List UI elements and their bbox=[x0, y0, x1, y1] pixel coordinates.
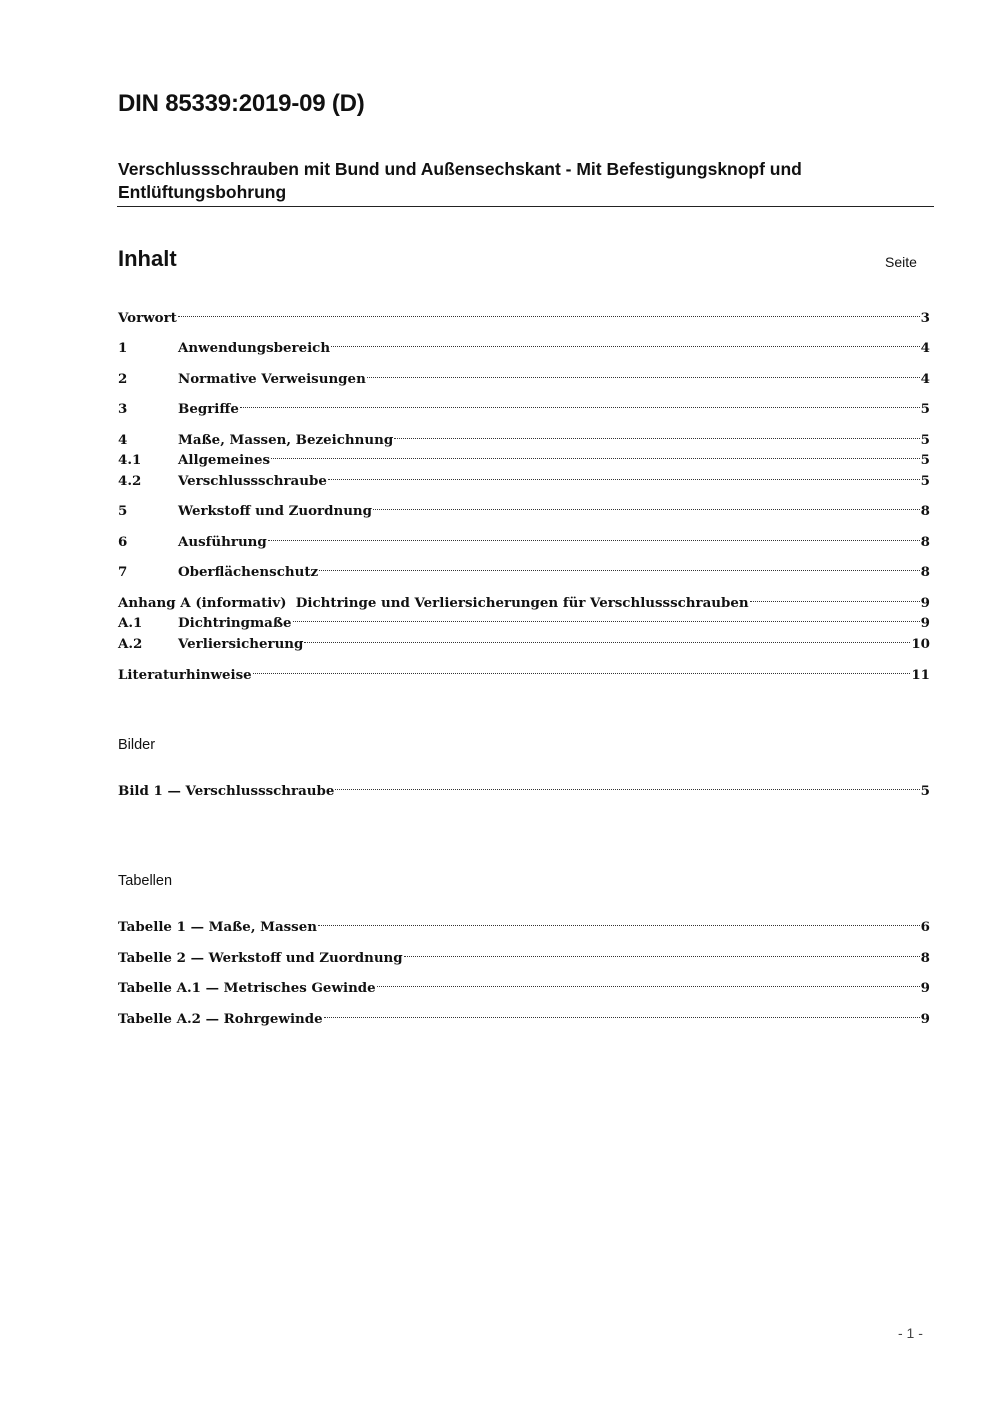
toc-entry-page: 8 bbox=[920, 564, 930, 580]
toc-entry-a-2[interactable] bbox=[118, 628, 930, 652]
toc-entry-page: 10 bbox=[911, 636, 930, 652]
leader-dots bbox=[324, 1003, 920, 1023]
toc-entry-number: 2 bbox=[118, 371, 128, 387]
figure-entry-text: Bild 1 — Verschlussschraube bbox=[118, 783, 335, 799]
page-column-label: Seite bbox=[885, 254, 917, 270]
toc-entry-text: Maße, Massen, Bezeichnung bbox=[178, 432, 394, 448]
table-entry-1[interactable] bbox=[118, 911, 930, 935]
toc-entry-text: Normative Verweisungen bbox=[178, 371, 366, 387]
toc-entry-number: 3 bbox=[118, 401, 128, 417]
toc-entry-page: 4 bbox=[920, 371, 930, 387]
toc-entry-page: 8 bbox=[920, 503, 930, 519]
toc-entry-page: 11 bbox=[911, 667, 930, 683]
toc-entry-number: 4 bbox=[118, 432, 128, 448]
toc-entry-page: 9 bbox=[920, 615, 930, 631]
toc-entry-number: A.1 bbox=[118, 615, 143, 631]
document-id: DIN 85339:2019-09 (D) bbox=[118, 90, 365, 117]
toc-entry-literaturhinweise[interactable] bbox=[118, 659, 930, 683]
leader-dots bbox=[268, 526, 920, 546]
leader-dots bbox=[377, 972, 920, 992]
leader-dots bbox=[328, 465, 920, 485]
toc-entry-page: 5 bbox=[920, 432, 930, 448]
toc-entry-text: Ausführung bbox=[178, 534, 267, 550]
tables-heading: Tabellen bbox=[118, 873, 173, 889]
toc-entry-3[interactable] bbox=[118, 393, 930, 417]
toc-entry-text: Dichtringmaße bbox=[178, 615, 292, 631]
leader-dots bbox=[750, 587, 920, 607]
leader-dots bbox=[394, 424, 919, 444]
leader-dots bbox=[271, 444, 920, 464]
toc-entry-vorwort[interactable] bbox=[118, 302, 930, 326]
toc-entry-page: 9 bbox=[920, 595, 930, 611]
toc-entry-text: Anhang A (informativ) Dichtringe und Verliersicherungen für Verschlussschrauben bbox=[118, 595, 749, 611]
toc-entry-number: 7 bbox=[118, 564, 128, 580]
toc-entry-text: Anwendungsbereich bbox=[178, 340, 331, 356]
toc-entry-4-1[interactable] bbox=[118, 444, 930, 468]
toc-entry-text: Literaturhinweise bbox=[118, 667, 252, 683]
toc-entry-1[interactable] bbox=[118, 332, 930, 356]
toc-entry-number: 4.2 bbox=[118, 473, 142, 489]
title-divider bbox=[117, 206, 934, 207]
toc-entry-number: 5 bbox=[118, 503, 128, 519]
toc-entry-a-1[interactable] bbox=[118, 607, 930, 631]
table-entry-page: 9 bbox=[920, 980, 930, 996]
leader-dots bbox=[178, 302, 920, 322]
table-entry-text: Tabelle 2 — Werkstoff und Zuordnung bbox=[118, 950, 403, 966]
toc-entry-number: A.2 bbox=[118, 636, 143, 652]
toc-entry-4[interactable] bbox=[118, 424, 930, 448]
leader-dots bbox=[319, 556, 920, 576]
leader-dots bbox=[293, 607, 920, 627]
table-entry-page: 9 bbox=[920, 1011, 930, 1027]
toc-entry-page: 5 bbox=[920, 452, 930, 468]
page-number: - 1 - bbox=[898, 1325, 923, 1341]
toc-entry-page: 3 bbox=[920, 310, 930, 326]
table-entry-text: Tabelle A.2 — Rohrgewinde bbox=[118, 1011, 323, 1027]
toc-entry-number: 1 bbox=[118, 340, 128, 356]
toc-entry-text: Begriffe bbox=[178, 401, 239, 417]
leader-dots bbox=[373, 495, 920, 515]
toc-entry-text: Verschlussschraube bbox=[178, 473, 327, 489]
table-entry-text: Tabelle A.1 — Metrisches Gewinde bbox=[118, 980, 376, 996]
toc-entry-2[interactable] bbox=[118, 363, 930, 387]
toc-entry-5[interactable] bbox=[118, 495, 930, 519]
leader-dots bbox=[240, 393, 920, 413]
toc-entry-4-2[interactable] bbox=[118, 465, 930, 489]
toc-entry-anhang-a[interactable] bbox=[118, 587, 930, 611]
table-entry-text: Tabelle 1 — Maße, Massen bbox=[118, 919, 317, 935]
table-entry-a-1[interactable] bbox=[118, 972, 930, 996]
table-entry-page: 8 bbox=[920, 950, 930, 966]
table-entry-page: 6 bbox=[920, 919, 930, 935]
leader-dots bbox=[335, 775, 919, 795]
leader-dots bbox=[331, 332, 920, 352]
toc-entry-text: Vorwort bbox=[118, 310, 177, 326]
toc-entry-text: Werkstoff und Zuordnung bbox=[178, 503, 373, 519]
toc-entry-page: 8 bbox=[920, 534, 930, 550]
leader-dots bbox=[367, 363, 920, 383]
figures-heading: Bilder bbox=[118, 737, 156, 753]
toc-entry-page: 4 bbox=[920, 340, 930, 356]
leader-dots bbox=[253, 659, 911, 679]
leader-dots bbox=[318, 911, 920, 931]
table-entry-a-2[interactable] bbox=[118, 1003, 930, 1027]
leader-dots bbox=[404, 942, 920, 962]
toc-entry-text: Verliersicherung bbox=[178, 636, 304, 652]
toc-entry-text: Allgemeines bbox=[178, 452, 271, 468]
leader-dots bbox=[304, 628, 910, 648]
toc-entry-number: 6 bbox=[118, 534, 128, 550]
toc-entry-page: 5 bbox=[920, 473, 930, 489]
document-title: Verschlussschrauben mit Bund und Außensechskant - Mit Befestigungsknopf und Entlüftungsbohrung bbox=[118, 159, 802, 202]
figure-entry-page: 5 bbox=[920, 783, 930, 799]
figure-entry-1[interactable] bbox=[118, 775, 930, 799]
toc-entry-text: Oberflächenschutz bbox=[178, 564, 319, 580]
toc-entry-page: 5 bbox=[920, 401, 930, 417]
toc-heading: Inhalt bbox=[118, 246, 177, 271]
toc-entry-7[interactable] bbox=[118, 556, 930, 580]
toc-entry-6[interactable] bbox=[118, 526, 930, 550]
table-entry-2[interactable] bbox=[118, 942, 930, 966]
toc-entry-number: 4.1 bbox=[118, 452, 142, 468]
